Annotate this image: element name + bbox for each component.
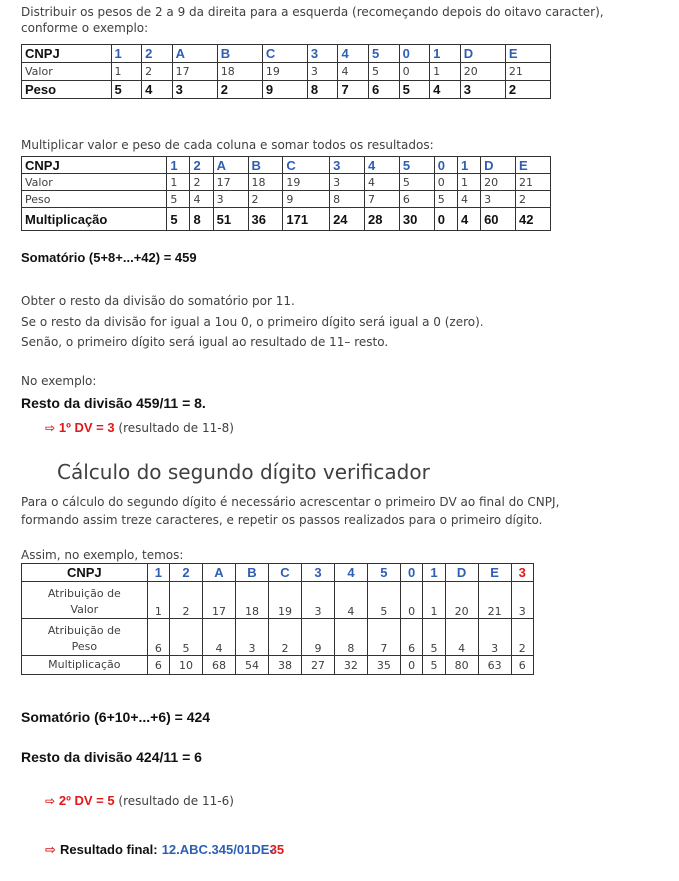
- header-label: CNPJ: [22, 564, 148, 582]
- cell: 7: [364, 191, 399, 208]
- row-label: Multiplicação: [22, 208, 167, 231]
- cell: 3: [511, 582, 533, 619]
- table-row-multiplicacao: [22, 208, 551, 231]
- header-cell: 2: [190, 157, 213, 174]
- cell: 80: [445, 656, 478, 675]
- row-label-line: Peso: [71, 640, 98, 653]
- cell: 5: [423, 656, 445, 675]
- header-cell: 3: [307, 45, 338, 63]
- cell: 8: [307, 81, 338, 99]
- header-cell: 0: [434, 157, 457, 174]
- cell: 3: [235, 619, 268, 656]
- row-label: Valor: [22, 174, 167, 191]
- cell: 4: [190, 191, 213, 208]
- cell: 2: [142, 63, 173, 81]
- cell: 18: [248, 174, 283, 191]
- header-cell: 1: [147, 564, 169, 582]
- cell: 20: [481, 174, 516, 191]
- cell: 19: [283, 174, 330, 191]
- row-label-line: Atribuição de: [47, 587, 121, 600]
- header-cell: 1: [423, 564, 445, 582]
- cell: 0: [434, 174, 457, 191]
- cell: 4: [338, 63, 369, 81]
- assim-text: Assim, no exemplo, temos:: [21, 548, 184, 562]
- table-multiplication: [21, 156, 551, 231]
- cell: 60: [481, 208, 516, 231]
- sum-1: Somatório (5+8+...+42) = 459: [21, 250, 197, 265]
- cell: 6: [399, 191, 434, 208]
- cell: 35: [367, 656, 400, 675]
- cell: 171: [283, 208, 330, 231]
- para-1: Para o cálculo do segundo dígito é necessário acrescentar o primeiro DV ao final do CNPJ,: [21, 495, 560, 509]
- intro-text: Distribuir os pesos de 2 a 9 da direita para a esquerda (recomeçando depois do oitavo caracter),: [21, 5, 604, 19]
- table-row-peso: [22, 81, 551, 99]
- header-cell: B: [248, 157, 283, 174]
- table-header-row: [22, 157, 551, 174]
- header-cell: D: [460, 45, 505, 63]
- table-row-valor: [22, 63, 551, 81]
- cell: 4: [457, 208, 480, 231]
- row-label: [22, 619, 148, 656]
- cell: 1: [430, 63, 461, 81]
- header-cell: 1: [430, 45, 461, 63]
- cell: 5: [399, 174, 434, 191]
- cell: 18: [217, 63, 262, 81]
- cell: 7: [338, 81, 369, 99]
- cell: 38: [268, 656, 301, 675]
- header-cell: 0: [400, 564, 422, 582]
- row-label-line: Atribuição de: [47, 624, 121, 637]
- cell: 17: [172, 63, 217, 81]
- dv1-line: [45, 420, 234, 436]
- cell: 2: [190, 174, 213, 191]
- header-cell: E: [478, 564, 511, 582]
- cell: 6: [147, 656, 169, 675]
- cell: 2: [511, 619, 533, 656]
- cell: 18: [235, 582, 268, 619]
- header-cell: 1: [167, 157, 190, 174]
- header-cell: E: [505, 45, 550, 63]
- cell: 3: [172, 81, 217, 99]
- header-cell: A: [213, 157, 248, 174]
- cell: 2: [515, 191, 550, 208]
- cell: 68: [203, 656, 236, 675]
- cell: 3: [213, 191, 248, 208]
- cell: 17: [203, 582, 236, 619]
- header-cell: A: [172, 45, 217, 63]
- cell: 4: [457, 191, 480, 208]
- cell: 6: [369, 81, 400, 99]
- arrow-right-icon: ⇨: [45, 421, 56, 435]
- table-header-row: [22, 45, 551, 63]
- cell: 21: [505, 63, 550, 81]
- header-cell: E: [515, 157, 550, 174]
- cell: 21: [478, 582, 511, 619]
- cell: 10: [170, 656, 203, 675]
- section-title: Cálculo do segundo dígito verificador: [57, 460, 430, 484]
- cell: 4: [445, 619, 478, 656]
- header-cell-dv1: 3: [511, 564, 533, 582]
- row-label: Valor: [22, 63, 112, 81]
- header-cell: C: [262, 45, 307, 63]
- header-cell: 4: [334, 564, 367, 582]
- cell: 6: [511, 656, 533, 675]
- cell: 19: [262, 63, 307, 81]
- header-cell: B: [235, 564, 268, 582]
- cell: 3: [307, 63, 338, 81]
- table-header-row: [22, 564, 534, 582]
- cell: 9: [283, 191, 330, 208]
- cell: 6: [147, 619, 169, 656]
- cell: 8: [190, 208, 213, 231]
- cell: 5: [434, 191, 457, 208]
- header-cell: D: [445, 564, 478, 582]
- cell: 3: [330, 174, 365, 191]
- cell: 28: [364, 208, 399, 231]
- cell: 51: [213, 208, 248, 231]
- cell: 4: [334, 582, 367, 619]
- header-label: CNPJ: [22, 45, 112, 63]
- dv1-value: 1º DV = 3: [58, 420, 115, 435]
- cell: 5: [167, 208, 190, 231]
- cell: 0: [400, 582, 422, 619]
- arrow-right-icon: ⇨: [45, 843, 56, 858]
- final-value: 12.ABC.345/01DE-: [161, 842, 274, 857]
- cell: 8: [334, 619, 367, 656]
- cell: 42: [515, 208, 550, 231]
- cell: 2: [170, 582, 203, 619]
- cell: 27: [301, 656, 334, 675]
- table-row-valor: [22, 582, 534, 619]
- cell: 0: [434, 208, 457, 231]
- sum-2: Somatório (6+10+...+6) = 424: [21, 709, 211, 725]
- cell: 0: [400, 656, 422, 675]
- example-label: No exemplo:: [21, 374, 97, 388]
- cell: 1: [457, 174, 480, 191]
- cell: 20: [445, 582, 478, 619]
- cell: 3: [301, 582, 334, 619]
- cell: 4: [364, 174, 399, 191]
- final-dv: 35: [269, 842, 285, 857]
- cell: 3: [478, 619, 511, 656]
- cell: 17: [213, 174, 248, 191]
- cell: 1: [167, 174, 190, 191]
- cell: 24: [330, 208, 365, 231]
- row-label: Peso: [22, 191, 167, 208]
- cell: 32: [334, 656, 367, 675]
- cell: 4: [203, 619, 236, 656]
- rule-3: Senão, o primeiro dígito será igual ao resultado de 11– resto.: [21, 335, 389, 349]
- header-cell: C: [268, 564, 301, 582]
- cell: 7: [367, 619, 400, 656]
- cell: 4: [142, 81, 173, 99]
- cell: 2: [505, 81, 550, 99]
- header-cell: 1: [457, 157, 480, 174]
- header-cell: A: [203, 564, 236, 582]
- intro-text-2: conforme o exemplo:: [21, 21, 149, 35]
- dv1-note: (resultado de 11-8): [118, 421, 234, 435]
- table-second-dv: [21, 563, 534, 675]
- cell: 5: [170, 619, 203, 656]
- cell: 9: [262, 81, 307, 99]
- cell: 2: [248, 191, 283, 208]
- cell: 5: [111, 81, 142, 99]
- table-row-multiplicacao: [22, 656, 534, 675]
- table-row-peso: [22, 191, 551, 208]
- cell: 3: [481, 191, 516, 208]
- cell: 19: [268, 582, 301, 619]
- header-cell: D: [481, 157, 516, 174]
- header-cell: 4: [338, 45, 369, 63]
- header-cell: 4: [364, 157, 399, 174]
- final-label: Resultado final:: [60, 842, 158, 857]
- dv2-value: 2º DV = 5: [58, 793, 115, 808]
- cell: 3: [460, 81, 505, 99]
- cell: 36: [248, 208, 283, 231]
- cell: 5: [423, 619, 445, 656]
- table-weights: [21, 44, 551, 99]
- header-cell: 5: [367, 564, 400, 582]
- cell: 2: [217, 81, 262, 99]
- dv2-note: (resultado de 11-6): [118, 794, 234, 808]
- row-label: Peso: [22, 81, 112, 99]
- header-cell: 3: [330, 157, 365, 174]
- cell: 63: [478, 656, 511, 675]
- rest-1: Resto da divisão 459/11 = 8.: [21, 395, 206, 411]
- rest-2: Resto da divisão 424/11 = 6: [21, 749, 202, 765]
- multiply-text: Multiplicar valor e peso de cada coluna e somar todos os resultados:: [21, 138, 434, 152]
- cell: 1: [111, 63, 142, 81]
- header-cell: C: [283, 157, 330, 174]
- header-cell: 2: [142, 45, 173, 63]
- cell: 5: [399, 81, 430, 99]
- rule-1: Obter o resto da divisão do somatório por 11.: [21, 294, 295, 308]
- cell: 5: [367, 582, 400, 619]
- dv2-line: [45, 793, 234, 809]
- cell: 9: [301, 619, 334, 656]
- cell: 2: [268, 619, 301, 656]
- cell: 4: [430, 81, 461, 99]
- header-cell: 5: [369, 45, 400, 63]
- arrow-right-icon: ⇨: [45, 794, 56, 808]
- table-row-valor: [22, 174, 551, 191]
- cell: 1: [423, 582, 445, 619]
- row-label: [22, 582, 148, 619]
- cell: 21: [515, 174, 550, 191]
- cell: 6: [400, 619, 422, 656]
- cell: 30: [399, 208, 434, 231]
- final-line: [45, 842, 284, 858]
- cell: 5: [167, 191, 190, 208]
- cell: 1: [147, 582, 169, 619]
- row-label-line: Valor: [70, 603, 99, 616]
- row-label: Multiplicação: [22, 656, 148, 675]
- rule-2: Se o resto da divisão for igual a 1ou 0, o primeiro dígito será igual a 0 (zero).: [21, 315, 484, 329]
- cell: 54: [235, 656, 268, 675]
- cell: 8: [330, 191, 365, 208]
- header-cell: 3: [301, 564, 334, 582]
- table-row-peso: [22, 619, 534, 656]
- header-cell: B: [217, 45, 262, 63]
- header-cell: 5: [399, 157, 434, 174]
- header-cell: 1: [111, 45, 142, 63]
- header-cell: 0: [399, 45, 430, 63]
- header-label: CNPJ: [22, 157, 167, 174]
- header-cell: 2: [170, 564, 203, 582]
- cell: 0: [399, 63, 430, 81]
- cell: 20: [460, 63, 505, 81]
- cell: 5: [369, 63, 400, 81]
- para-2: formando assim treze caracteres, e repetir os passos realizados para o primeiro dígito.: [21, 513, 543, 527]
